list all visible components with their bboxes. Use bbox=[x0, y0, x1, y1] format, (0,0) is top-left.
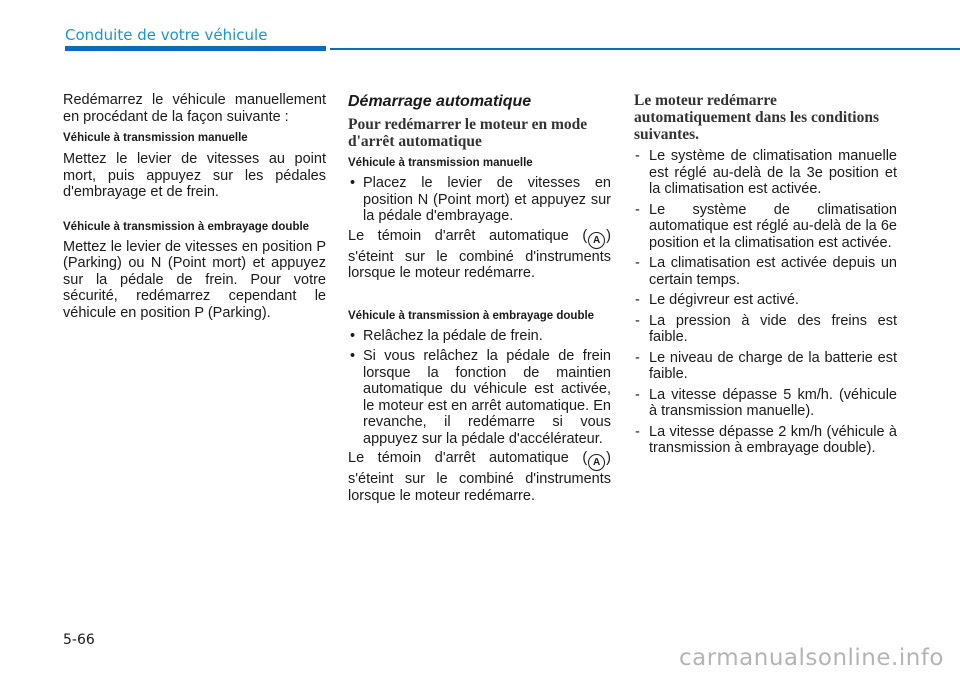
conditions-list bbox=[634, 148, 897, 457]
auto-stop-indicator-icon: A bbox=[588, 454, 605, 471]
section-title-auto-start: Démarrage automatique bbox=[348, 93, 532, 110]
manual-transmission-title-2: Véhicule à transmission manuelle bbox=[348, 157, 533, 169]
intro-text: Redémarrez le véhicule manuellement en procédant de la façon suivante : bbox=[63, 92, 326, 125]
page-number: 5-66 bbox=[63, 632, 95, 648]
list-item: • Si vous relâchez la pédale de frein lorsque la fonction de maintien automatique du véhicule est activée, le moteur est en arrêt automatique. En revanche, il redémarre si vous appuyez sur la pédale d'accélérateur. bbox=[348, 348, 611, 447]
auto-stop-indicator-text-2: Le témoin d'arrêt automatique ( A ) s'éteint sur le combiné d'instruments lorsque le moteur redémarre. bbox=[348, 450, 611, 504]
watermark: carmanualsonline.info bbox=[678, 645, 944, 671]
list-item: - La pression à vide des freins est faible. bbox=[634, 313, 897, 346]
list-item: - Le système de climatisation automatique est réglé au-delà de la 6e position et la climatisation est activée. bbox=[634, 202, 897, 252]
list-item: - La climatisation est activée depuis un certain temps. bbox=[634, 255, 897, 288]
auto-stop-indicator-icon: A bbox=[588, 232, 605, 249]
list-item: • Relâchez la pédale de frein. bbox=[348, 328, 611, 345]
list-item: - Le système de climatisation manuelle est réglé au-delà de la 3e position et la climatisation est activée. bbox=[634, 148, 897, 198]
auto-stop-indicator-text: Le témoin d'arrêt automatique ( A ) s'éteint sur le combiné d'instruments lorsque le moteur redémarre. bbox=[348, 227, 611, 281]
header-bar-rule bbox=[330, 48, 960, 50]
header-bar-accent bbox=[65, 46, 326, 51]
manual-bullet-list bbox=[348, 175, 611, 225]
dct-title-2: Véhicule à transmission à embrayage double bbox=[348, 309, 595, 322]
column-left bbox=[63, 92, 326, 321]
restart-subtitle: Pour redémarrer le moteur en mode d'arrêt automatique bbox=[348, 116, 588, 150]
column-right bbox=[634, 92, 897, 457]
dct-text: Mettez le levier de vitesses en position P (Parking) ou N (Point mort) et appuyez sur la pédale de frein. Pour votre sécurité, redémarrez cependant le véhicule en position P (Parking). bbox=[63, 238, 326, 321]
column-middle bbox=[348, 92, 611, 504]
restart-conditions-heading: Le moteur redémarre automatiquement dans les conditions suivantes. bbox=[634, 92, 880, 143]
section-header-title: Conduite de votre véhicule bbox=[65, 26, 268, 44]
list-item: • Placez le levier de vitesses en position N (Point mort) et appuyez sur la pédale d'embrayage. bbox=[348, 175, 611, 225]
manual-transmission-text: Mettez le levier de vitesses au point mort, puis appuyez sur les pédales d'embrayage et de frein. bbox=[63, 151, 326, 200]
list-item: - Le niveau de charge de la batterie est faible. bbox=[634, 350, 897, 383]
list-item: - La vitesse dépasse 5 km/h. (véhicule à transmission manuelle). bbox=[634, 387, 897, 420]
list-item: - Le dégivreur est activé. bbox=[634, 292, 897, 309]
list-item: - La vitesse dépasse 2 km/h (véhicule à transmission à embrayage double). bbox=[634, 424, 897, 457]
dct-title: Véhicule à transmission à embrayage double bbox=[63, 220, 310, 233]
manual-transmission-title: Véhicule à transmission manuelle bbox=[63, 132, 248, 144]
dct-bullet-list bbox=[348, 328, 611, 448]
